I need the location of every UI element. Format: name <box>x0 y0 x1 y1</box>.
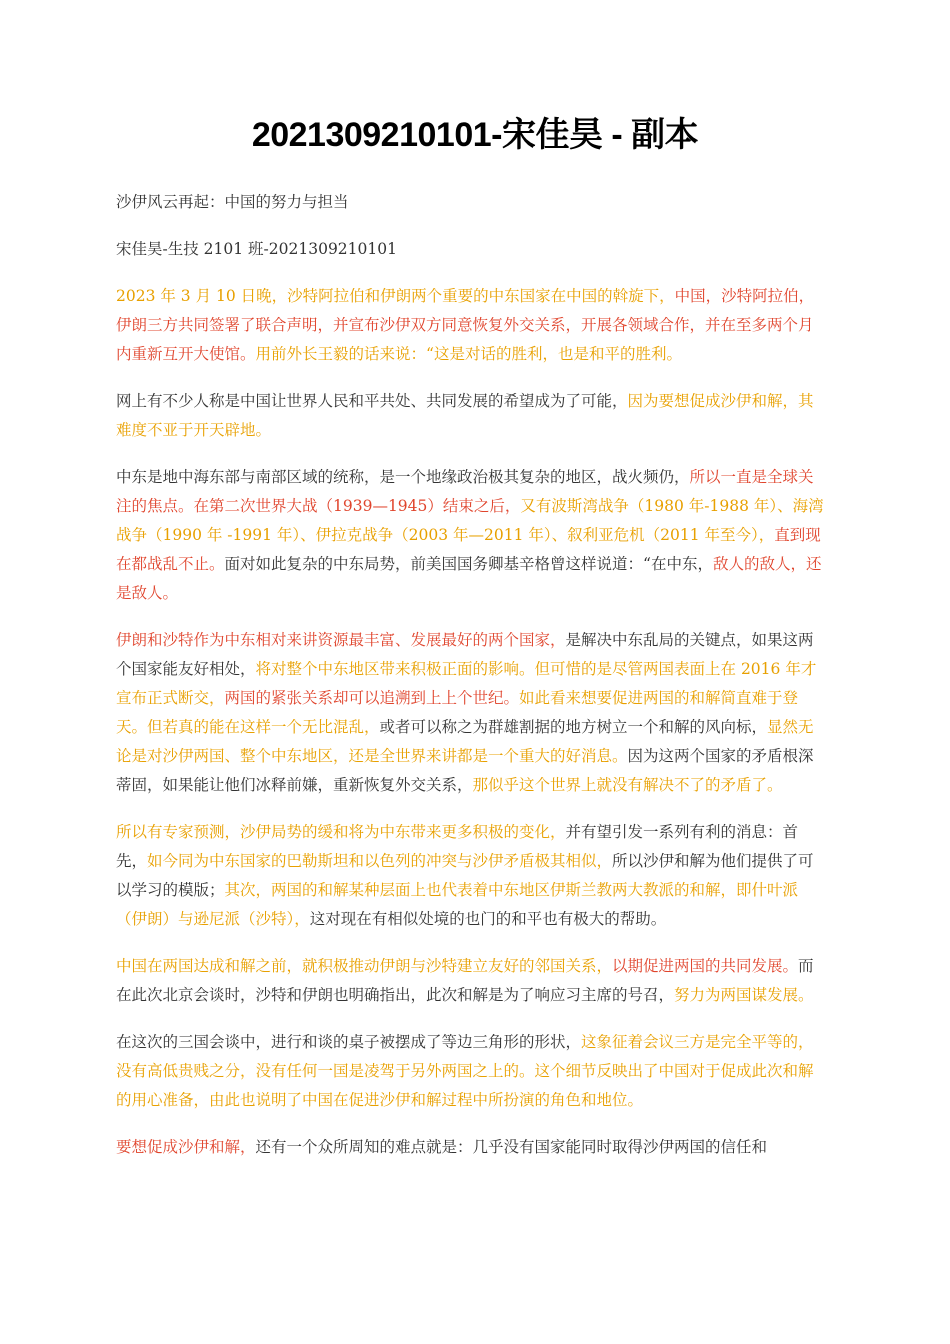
paragraph <box>116 463 826 608</box>
text-run: 所以沙伊和解为他们提供了可以学习的模版； <box>116 852 814 899</box>
paragraph <box>116 235 826 264</box>
document-body <box>116 188 826 1180</box>
text-run: 敌人的敌人，还是敌人。 <box>116 555 822 602</box>
text-run: 这对现在有相似处境的也门的和平也有极大的帮助。 <box>309 910 667 928</box>
text-run: 将对整个中东地区带来积极正面的影响。但可惜的是尽管两国表面上在 2016 年才宣布正式断交， <box>116 660 817 707</box>
text-run: 显然无论是对沙伊两国、整个中东地区，还是全世界来讲都是一个重大的好消息。 <box>116 718 814 765</box>
text-run: 用前外长王毅的话来说：“这是对话的胜利，也是和平的胜利。 <box>255 345 682 363</box>
text-run: 如今同为中东国家的巴勒斯坦和以色列的冲突与沙伊矛盾极其相似， <box>147 852 613 870</box>
text-run: 所以有专家预测，沙伊局势的缓和将为中东带来更多积极的变化， <box>116 823 566 841</box>
text-run: 伊朗和沙特作为中东相对来讲资源最丰富、发展最好的两个国家， <box>116 631 566 649</box>
text-run: 以期促进两国的共同发展。 <box>612 957 799 975</box>
text-run: 直到现在都战乱不止。 <box>116 526 821 573</box>
text-run: 努力为两国谋发展。 <box>674 986 814 1004</box>
paragraph <box>116 387 826 445</box>
paragraph <box>116 1028 826 1115</box>
text-run: 这象征着会议三方是完全平等的，没有高低贵贱之分，没有任何一国是凌驾于另外两国之上的。这个细节反映出了中国对于促成此次和解的用心准备，由此也说明了中国在促进沙伊和解过程中所扮演的角色和地位。 <box>116 1033 814 1109</box>
text-run: 而在此次北京会谈时，沙特和伊朗也明确指出，此次和解是为了响应习主席的号召， <box>116 957 814 1004</box>
text-run: 2023 年 3 月 10 日晚，沙特阿拉伯和伊朗两个重要的中东国家在中国的斡旋下， <box>116 287 675 305</box>
text-run: 那似乎这个世界上就没有解决不了的矛盾了。 <box>472 776 783 794</box>
text-run: 还有一个众所周知的难点就是：几乎没有国家能同时取得沙伊两国的信任和 <box>255 1138 768 1156</box>
text-run: 因为要想促成沙伊和解，其难度不亚于开天辟地。 <box>116 392 814 439</box>
text-run: 中国，沙特阿拉伯，伊朗三方共同签署了联合声明，并宣布沙伊双方同意恢复外交关系，开展各领域合作，并在至多两个月内重新互开大使馆。 <box>116 287 815 363</box>
text-run: 又有波斯湾战争（1980 年-1988 年）、海湾战争（1990 年 -1991 年）、伊拉克战争（2003 年—2011 年）、叙利亚危机（2011 年至今）， <box>116 497 824 544</box>
text-run: 沙伊风云再起：中国的努力与担当 <box>116 193 349 211</box>
text-run: 其次，两国的和解某种层面上也代表着中东地区伊斯兰教两大教派的和解，即什叶派（伊朗）与逊尼派（沙特）， <box>116 881 799 928</box>
paragraph <box>116 188 826 217</box>
paragraph <box>116 626 826 800</box>
text-run: 在这次的三国会谈中，进行和谈的桌子被摆成了等边三角形的形状， <box>116 1033 582 1051</box>
text-run: 宋佳昊-生技 2101 班-2021309210101 <box>116 240 397 258</box>
paragraph <box>116 1133 826 1162</box>
text-run: 所以一直是全球关注的焦点。在第二次世界大战（1939—1945）结束之后， <box>116 468 814 515</box>
text-run: 面对如此复杂的中东局势，前美国国务卿基辛格曾这样说道：“在中东， <box>224 555 713 573</box>
text-run: 并有望引发一系列有利的消息：首先， <box>116 823 799 870</box>
text-run: 或者可以称之为群雄割据的地方树立一个和解的风向标， <box>379 718 768 736</box>
paragraph <box>116 818 826 934</box>
paragraph <box>116 282 826 369</box>
paragraph <box>116 952 826 1010</box>
document-title: 2021309210101-宋佳昊 - 副本 <box>251 116 699 154</box>
text-run: 因为这两个国家的矛盾根深蒂固，如果能让他们冰释前嫌，重新恢复外交关系， <box>116 747 814 794</box>
text-run: 两国的紧张关系却可以追溯到上上个世纪。 <box>224 689 520 707</box>
text-run: 要想促成沙伊和解， <box>116 1138 256 1156</box>
text-run: 如此看来想要促进两国的和解简直难于登天。但若真的能在这样一个无比混乱， <box>116 689 799 736</box>
text-run: 是解决中东乱局的关键点，如果这两个国家能友好相处， <box>116 631 814 678</box>
text-run: 中国在两国达成和解之前，就积极推动伊朗与沙特建立友好的邻国关系， <box>116 957 613 975</box>
text-run: 网上有不少人称是中国让世界人民和平共处、共同发展的希望成为了可能， <box>116 392 628 410</box>
text-run: 中东是地中海东部与南部区域的统称，是一个地缘政治极其复杂的地区，战火频仍， <box>116 468 690 486</box>
